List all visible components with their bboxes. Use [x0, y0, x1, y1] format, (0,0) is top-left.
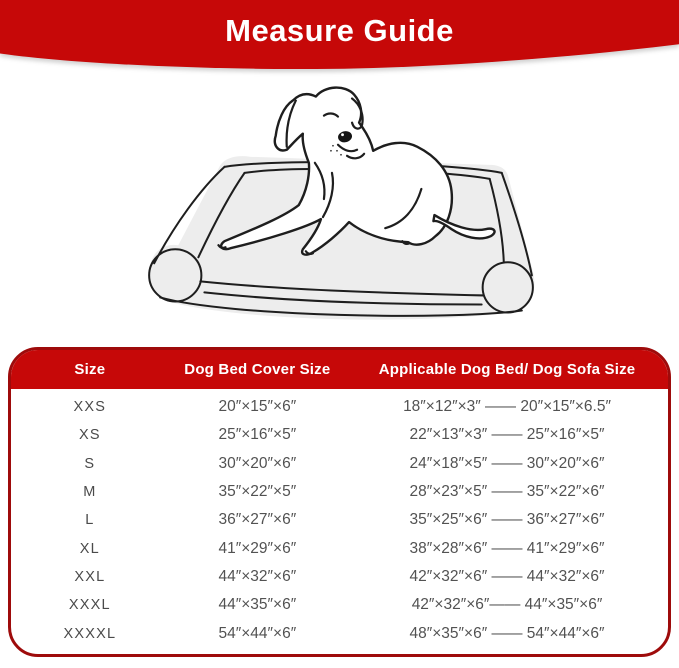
applicable-size-cell: 48″×35″×6″ —— 54″×44″×6″ — [409, 624, 605, 642]
cover-size-cell: 35″×22″×5″ — [218, 483, 297, 501]
cover-size-cell: 25″×16″×5″ — [218, 426, 297, 444]
size-cell: XXS — [73, 399, 107, 416]
table-row — [11, 620, 668, 648]
table-row — [11, 535, 668, 563]
column-header-cover: Dog Bed Cover Size — [184, 361, 331, 378]
size-cell: XXXL — [68, 597, 111, 614]
banner — [0, 0, 679, 72]
table-row — [11, 421, 668, 449]
size-cell: XXL — [74, 569, 106, 586]
table-row — [11, 393, 668, 421]
cover-size-cell: 36″×27″×6″ — [218, 511, 297, 529]
applicable-size-cell: 18″×12″×3″ —— 20″×15″×6.5″ — [403, 398, 611, 416]
column-header-size: Size — [74, 361, 106, 378]
page-title: Measure Guide — [225, 13, 454, 48]
size-cell: S — [84, 455, 96, 472]
cover-size-cell: 20″×15″×6″ — [218, 398, 297, 416]
table-body — [11, 389, 668, 654]
size-cell: XXXXL — [63, 625, 117, 642]
table-header-row — [11, 350, 668, 389]
table-row — [11, 506, 668, 534]
applicable-size-cell: 35″×25″×6″ —— 36″×27″×6″ — [409, 511, 605, 529]
applicable-size-cell: 42″×32″×6″—— 44″×35″×6″ — [411, 596, 603, 614]
column-header-applicable: Applicable Dog Bed/ Dog Sofa Size — [378, 361, 636, 378]
cover-size-cell: 54″×44″×6″ — [218, 624, 297, 642]
dog-bed-illustration — [118, 72, 560, 324]
dog-nose-highlight — [341, 133, 344, 136]
cover-size-cell: 44″×32″×6″ — [218, 568, 297, 586]
size-table — [8, 347, 671, 657]
cover-size-cell: 44″×35″×6″ — [218, 596, 297, 614]
applicable-size-cell: 24″×18″×5″ —— 30″×20″×6″ — [409, 454, 605, 472]
dog-on-bolster-bed-icon — [118, 72, 560, 324]
applicable-size-cell: 38″×28″×6″ —— 41″×29″×6″ — [409, 539, 605, 557]
size-cell: M — [83, 484, 97, 501]
table-row — [11, 478, 668, 506]
applicable-size-cell: 28″×23″×5″ —— 35″×22″×6″ — [409, 483, 605, 501]
table-row — [11, 591, 668, 619]
table-row — [11, 450, 668, 478]
size-cell: XL — [79, 540, 100, 557]
applicable-size-cell: 22″×13″×3″ —— 25″×16″×5″ — [409, 426, 605, 444]
cover-size-cell: 41″×29″×6″ — [218, 539, 297, 557]
cover-size-cell: 30″×20″×6″ — [218, 454, 297, 472]
table-row — [11, 563, 668, 591]
size-cell: XS — [78, 427, 101, 444]
size-cell: L — [85, 512, 95, 529]
applicable-size-cell: 42″×32″×6″ —— 44″×32″×6″ — [409, 568, 605, 586]
